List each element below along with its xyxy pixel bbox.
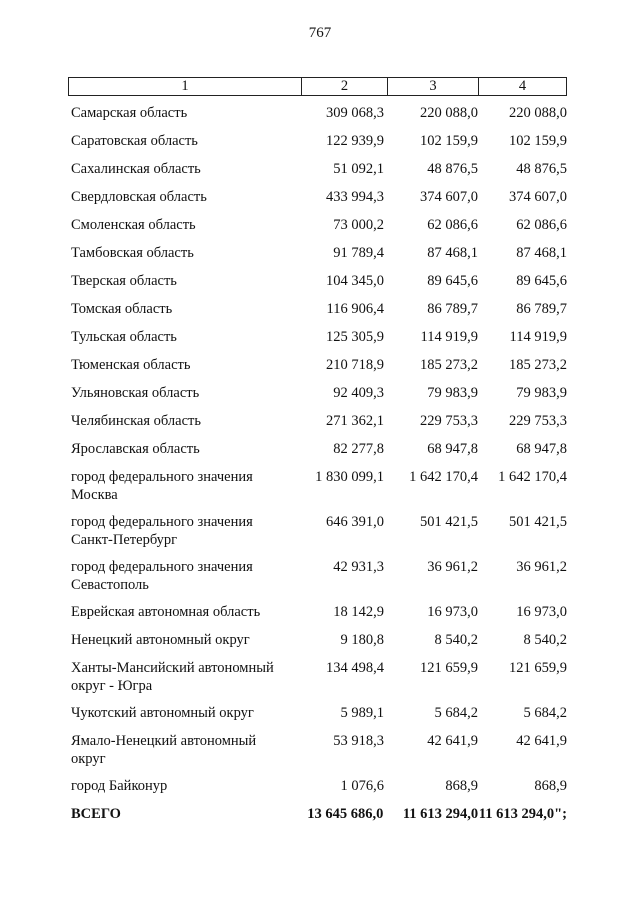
value-col-4: 1 642 170,4	[498, 469, 567, 485]
region-name: Ярославская область	[71, 441, 200, 457]
region-name: Челябинская область	[71, 413, 201, 429]
value-col-4: 114 919,9	[509, 329, 567, 345]
region-name	[68, 732, 304, 768]
total-row	[68, 805, 567, 823]
value-col-3: 114 919,9	[420, 329, 478, 345]
table-row	[68, 244, 567, 262]
value-col-4: 68 947,8	[516, 441, 567, 457]
total-col-3: 11 613 294,0	[402, 806, 479, 822]
region-name: Сахалинская область	[71, 161, 201, 177]
value-col-4: 89 645,6	[516, 273, 567, 289]
value-col-2: 646 391,0	[326, 514, 384, 530]
value-col-3: 501 421,5	[420, 514, 478, 530]
value-col-2: 125 305,9	[326, 329, 384, 345]
region-name-line: округ	[71, 751, 106, 767]
value-col-2: 91 789,4	[333, 245, 384, 261]
table-row	[68, 603, 567, 621]
value-col-3: 62 086,6	[427, 217, 478, 233]
value-col-4: 86 789,7	[516, 301, 567, 317]
region-name: Тверская область	[71, 273, 177, 289]
value-col-4: 8 540,2	[523, 632, 567, 648]
region-name: город Байконур	[71, 778, 168, 794]
value-col-3: 229 753,3	[420, 413, 478, 429]
region-name: Тюменская область	[71, 357, 191, 373]
value-col-4: 121 659,9	[509, 660, 567, 676]
region-name: Еврейская автономная область	[71, 604, 261, 620]
value-col-3: 89 645,6	[427, 273, 478, 289]
table-row	[68, 272, 567, 290]
region-name-line: Ханты-Мансийский автономный	[71, 660, 274, 676]
region-name: Ульяновская область	[71, 385, 200, 401]
value-col-3: 8 540,2	[434, 632, 478, 648]
header-col-1: 1	[181, 78, 189, 94]
table-header	[68, 77, 567, 96]
value-col-2: 1 076,6	[340, 778, 384, 794]
value-col-3: 42 641,9	[427, 733, 478, 749]
value-col-2: 82 277,8	[333, 441, 384, 457]
region-name	[68, 558, 304, 594]
region-name: Саратовская область	[71, 133, 198, 149]
region-name-line: округ - Югра	[71, 678, 153, 694]
value-col-2: 9 180,8	[340, 632, 384, 648]
table-row	[68, 188, 567, 206]
value-col-4: 62 086,6	[516, 217, 567, 233]
table-row	[68, 356, 567, 374]
value-col-4: 48 876,5	[516, 161, 567, 177]
table-row	[68, 216, 567, 234]
value-col-2: 433 994,3	[326, 189, 384, 205]
region-name: Свердловская область	[71, 189, 207, 205]
region-name: Смоленская область	[71, 217, 196, 233]
value-col-3: 86 789,7	[427, 301, 478, 317]
table-row	[68, 631, 567, 649]
table-row	[68, 777, 567, 795]
region-name-line: Москва	[71, 487, 118, 503]
value-col-3: 868,9	[445, 778, 478, 794]
table-row	[68, 732, 567, 768]
value-col-2: 134 498,4	[326, 660, 384, 676]
region-name	[68, 468, 304, 504]
table-row	[68, 704, 567, 722]
region-name: Чукотский автономный округ	[71, 705, 254, 721]
header-col-3: 3	[387, 78, 478, 95]
total-col-4: 11 613 294,0";	[478, 806, 568, 822]
page-number: 767	[308, 25, 332, 41]
value-col-2: 51 092,1	[333, 161, 384, 177]
region-name: Томская область	[71, 301, 173, 317]
table-row	[68, 440, 567, 458]
table-body	[68, 104, 567, 833]
value-col-3: 1 642 170,4	[409, 469, 478, 485]
value-col-2: 18 142,9	[333, 604, 384, 620]
value-col-2: 92 409,3	[333, 385, 384, 401]
table-row	[68, 513, 567, 549]
value-col-2: 116 906,4	[326, 301, 384, 317]
header-col-2: 2	[301, 78, 387, 95]
value-col-3: 185 273,2	[420, 357, 478, 373]
value-col-4: 5 684,2	[523, 705, 567, 721]
value-col-4: 79 983,9	[516, 385, 567, 401]
value-col-4: 185 273,2	[509, 357, 567, 373]
value-col-3: 102 159,9	[420, 133, 478, 149]
region-name: Тамбовская область	[71, 245, 194, 261]
table-row	[68, 384, 567, 402]
table-row	[68, 558, 567, 594]
region-name: Ненецкий автономный округ	[71, 632, 250, 648]
value-col-3: 374 607,0	[420, 189, 478, 205]
region-name	[68, 659, 304, 695]
total-label: ВСЕГО	[71, 806, 121, 822]
value-col-2: 104 345,0	[326, 273, 384, 289]
value-col-3: 220 088,0	[420, 105, 478, 121]
region-name-line: Санкт-Петербург	[71, 532, 178, 548]
value-col-2: 271 362,1	[326, 413, 384, 429]
value-col-3: 5 684,2	[434, 705, 478, 721]
region-name-line: Ямало-Ненецкий автономный	[71, 733, 257, 749]
value-col-2: 53 918,3	[333, 733, 384, 749]
value-col-4: 868,9	[534, 778, 567, 794]
value-col-3: 16 973,0	[427, 604, 478, 620]
value-col-4: 374 607,0	[509, 189, 567, 205]
value-col-2: 73 000,2	[333, 217, 384, 233]
header-col-4: 4	[478, 78, 566, 95]
table-row	[68, 132, 567, 150]
value-col-2: 5 989,1	[340, 705, 384, 721]
value-col-3: 121 659,9	[420, 660, 478, 676]
value-col-2: 210 718,9	[326, 357, 384, 373]
table-row	[68, 160, 567, 178]
value-col-2: 1 830 099,1	[315, 469, 384, 485]
region-name-line: Севастополь	[71, 577, 149, 593]
region-name-line: город федерального значения	[71, 514, 253, 530]
value-col-4: 16 973,0	[516, 604, 567, 620]
value-col-4: 42 641,9	[516, 733, 567, 749]
value-col-3: 36 961,2	[427, 559, 478, 575]
value-col-2: 42 931,3	[333, 559, 384, 575]
region-name-line: город федерального значения	[71, 559, 253, 575]
value-col-4: 229 753,3	[509, 413, 567, 429]
value-col-3: 48 876,5	[427, 161, 478, 177]
value-col-4: 102 159,9	[509, 133, 567, 149]
table-row	[68, 659, 567, 695]
table-row	[68, 104, 567, 122]
region-name: Самарская область	[71, 105, 188, 121]
region-name: Тульская область	[71, 329, 177, 345]
table-row	[68, 412, 567, 430]
value-col-3: 79 983,9	[427, 385, 478, 401]
region-name	[68, 513, 304, 549]
table-row	[68, 300, 567, 318]
value-col-3: 68 947,8	[427, 441, 478, 457]
value-col-2: 122 939,9	[326, 133, 384, 149]
table-row	[68, 468, 567, 504]
value-col-4: 36 961,2	[516, 559, 567, 575]
region-name-line: город федерального значения	[71, 469, 253, 485]
value-col-4: 220 088,0	[509, 105, 567, 121]
table-row	[68, 328, 567, 346]
value-col-3: 87 468,1	[427, 245, 478, 261]
value-col-2: 309 068,3	[326, 105, 384, 121]
value-col-4: 501 421,5	[509, 514, 567, 530]
total-col-2: 13 645 686,0	[307, 806, 384, 822]
value-col-4: 87 468,1	[516, 245, 567, 261]
